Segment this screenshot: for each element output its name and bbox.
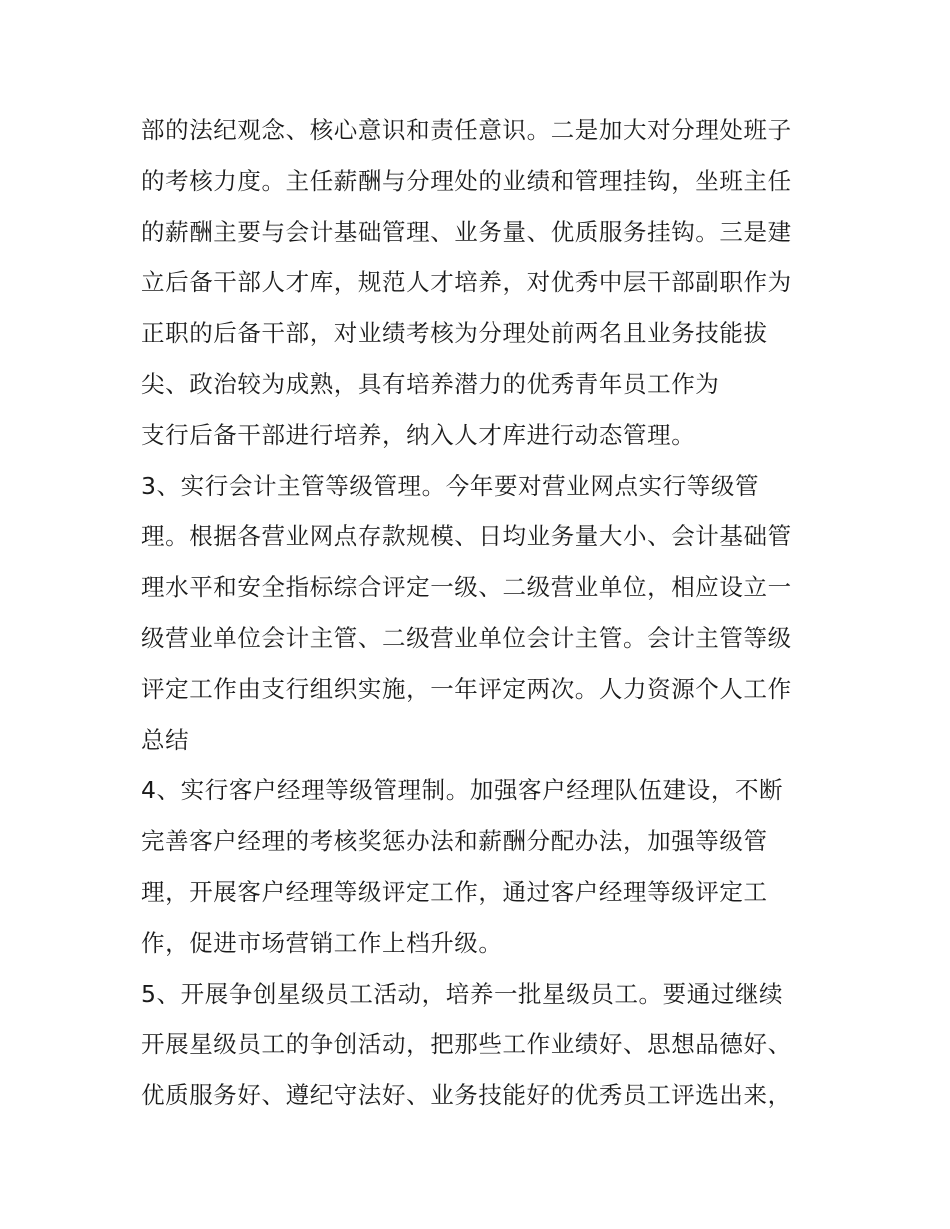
text-line: 3、实行会计主管等级管理。今年要对营业网点实行等级管 [141,471,760,500]
text-line: 优质服务好、遵纪守法好、业务技能好的优秀员工评选出来， [141,1081,792,1110]
text-line: 级营业单位会计主管、二级营业单位会计主管。会计主管等级 [141,623,792,652]
text-line: 支行后备干部进行培养，纳入人才库进行动态管理。 [141,420,696,449]
text-line: 的薪酬主要与会计基础管理、业务量、优质服务挂钩。三是建 [141,217,792,246]
text-line: 理，开展客户经理等级评定工作，通过客户经理等级评定工 [141,877,768,906]
text-line: 的考核力度。主任薪酬与分理处的业绩和管理挂钩，坐班主任 [141,166,792,195]
text-line: 部的法纪观念、核心意识和责任意识。二是加大对分理处班子 [141,116,792,144]
document-body [141,105,821,1121]
text-line: 理。根据各营业网点存款规模、日均业务量大小、会计基础管 [141,522,792,551]
text-line: 理水平和安全指标综合评定一级、二级营业单位，相应设立一 [141,573,792,602]
text-line: 正职的后备干部，对业绩考核为分理处前两名且业务技能拔 [141,319,768,348]
text-line: 作，促进市场营销工作上档升级。 [141,928,503,957]
text-line: 评定工作由支行组织实施，一年评定两次。人力资源个人工作 [141,674,792,703]
text-line: 完善客户经理的考核奖惩办法和薪酬分配办法，加强等级管 [141,827,768,856]
text-line: 开展星级员工的争创活动，把那些工作业绩好、思想品德好、 [141,1030,792,1059]
text-line: 总结 [141,725,190,754]
text-line: 5、开展争创星级员工活动，培养一批星级员工。要通过继续 [141,979,784,1008]
text-line: 4、实行客户经理等级管理制。加强客户经理队伍建设，不断 [141,776,784,805]
text-line: 立后备干部人才库，规范人才培养，对优秀中层干部副职作为 [141,268,792,297]
text-line: 尖、政治较为成熟，具有培养潜力的优秀青年员工作为 [141,369,720,398]
